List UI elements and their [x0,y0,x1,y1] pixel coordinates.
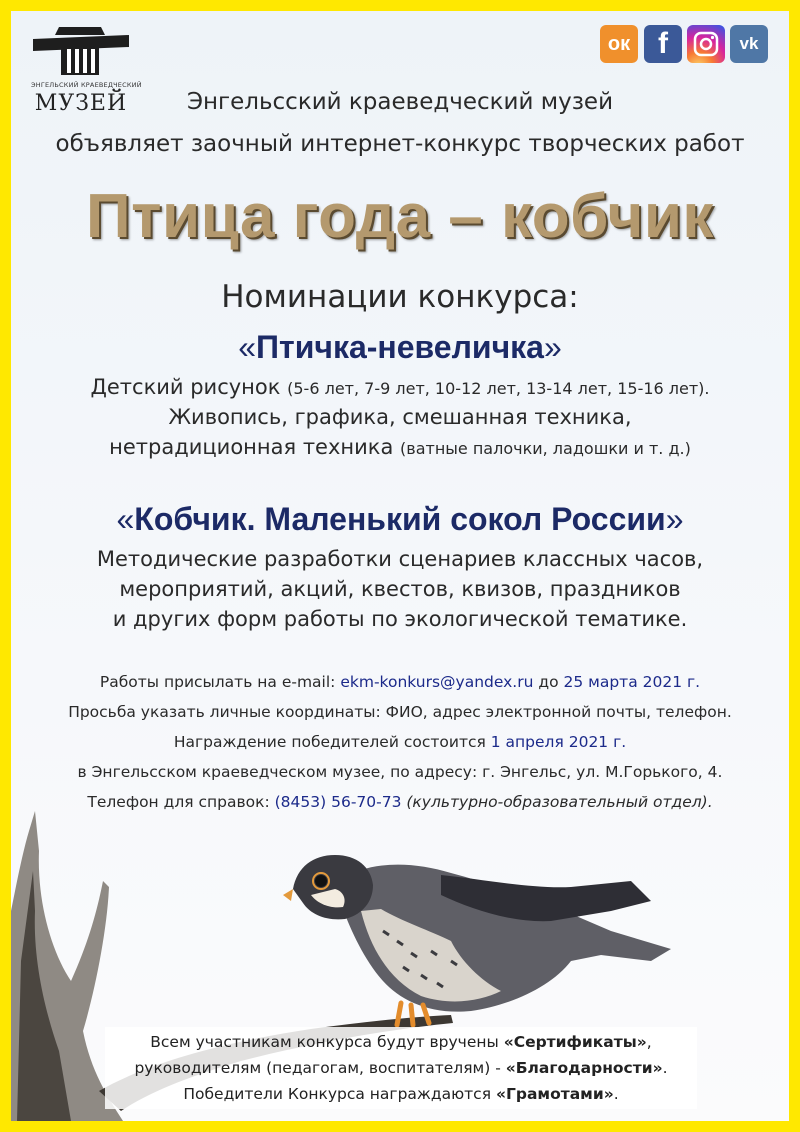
nomination-2-title [11,501,789,538]
technique-examples: (ватные палочки, ладошки и т. д.) [400,439,691,458]
poster [11,11,789,1121]
technique-label: нетрадиционная техника [109,435,401,459]
age-label: Детский рисунок [90,375,288,399]
open-quote: « [238,329,257,365]
open-quote: « [116,501,135,537]
awards-note [105,1027,697,1109]
odnoklassniki-icon[interactable] [600,25,638,63]
nomination-2-line-3: и других форм работы по экологической тематике. [112,607,688,631]
note-line-3: Победители Конкурса награждаются «Грамотами». [183,1085,619,1103]
nomination-2-line-1: Методические разработки сценариев классных часов, [96,547,704,571]
instagram-icon[interactable] [687,25,725,63]
logo-subtitle: ЭНГЕЛЬСКИЙ КРАЕВЕДЧЕСКИЙ [31,81,142,89]
nomination-1-line-1 [11,375,789,399]
logo-title: МУЗЕЙ [34,91,128,116]
note-line-1: Всем участникам конкурса будут вручены «Сертификаты», [150,1033,652,1051]
odnoklassniki-label: ок [607,32,631,55]
nomination-1-name: Птичка-невеличка [256,329,544,365]
info-line-3 [11,733,789,751]
gratitude-label: «Благодарности» [505,1059,663,1077]
award-date: 1 апреля 2021 г. [490,733,627,751]
info-line-4: в Энгельсском краеведческом музее, по адресу: г. Энгельс, ул. М.Горького, 4. [77,763,723,781]
info-line-1 [11,673,789,691]
poster-title: Птица года – кобчик [86,182,714,251]
close-quote: » [665,501,684,537]
facebook-label: f [658,27,668,60]
header-line-2: объявляет заочный интернет-конкурс творческих работ [55,131,745,157]
email-link[interactable]: ekm-konkurs@yandex.ru [340,673,534,691]
send-works-label: Работы присылать на e-mail: [99,673,341,691]
phone-number[interactable]: (8453) 56-70-73 [274,793,402,811]
facebook-icon[interactable] [644,25,682,63]
vkontakte-label: vk [739,34,759,53]
nomination-1-line-2: Живопись, графика, смешанная техника, [168,405,632,429]
info-line-2: Просьба указать личные координаты: ФИО, адрес электронной почты, телефон. [68,703,732,721]
nomination-2-name: Кобчик. Маленький сокол России [134,501,666,537]
diplomas-label: «Грамотами» [495,1085,614,1103]
vkontakte-icon[interactable] [730,25,768,63]
until-label: до [533,673,564,691]
department-label: (культурно-образовательный отдел). [401,793,713,811]
nomination-2-line-2: мероприятий, акций, квестов, квизов, праздников [119,577,681,601]
nomination-1-line-3 [11,435,789,459]
age-groups: (5-6 лет, 7-9 лет, 10-12 лет, 13-14 лет, 15-16 лет). [287,379,710,398]
deadline-date: 25 марта 2021 г. [563,673,701,691]
nomination-1-title [11,329,789,366]
award-label: Награждение победителей состоится [173,733,491,751]
close-quote: » [543,329,562,365]
nominations-heading: Номинации конкурса: [221,279,579,315]
instagram-glyph [693,31,719,57]
certificates-label: «Сертификаты» [503,1033,647,1051]
note-line-2: руководителям (педагогам, воспитателям) - «Благодарности». [134,1059,668,1077]
phone-label: Телефон для справок: [87,793,275,811]
header-line-1: Энгельсский краеведческий музей [186,89,614,115]
museum-building-icon [31,25,131,77]
